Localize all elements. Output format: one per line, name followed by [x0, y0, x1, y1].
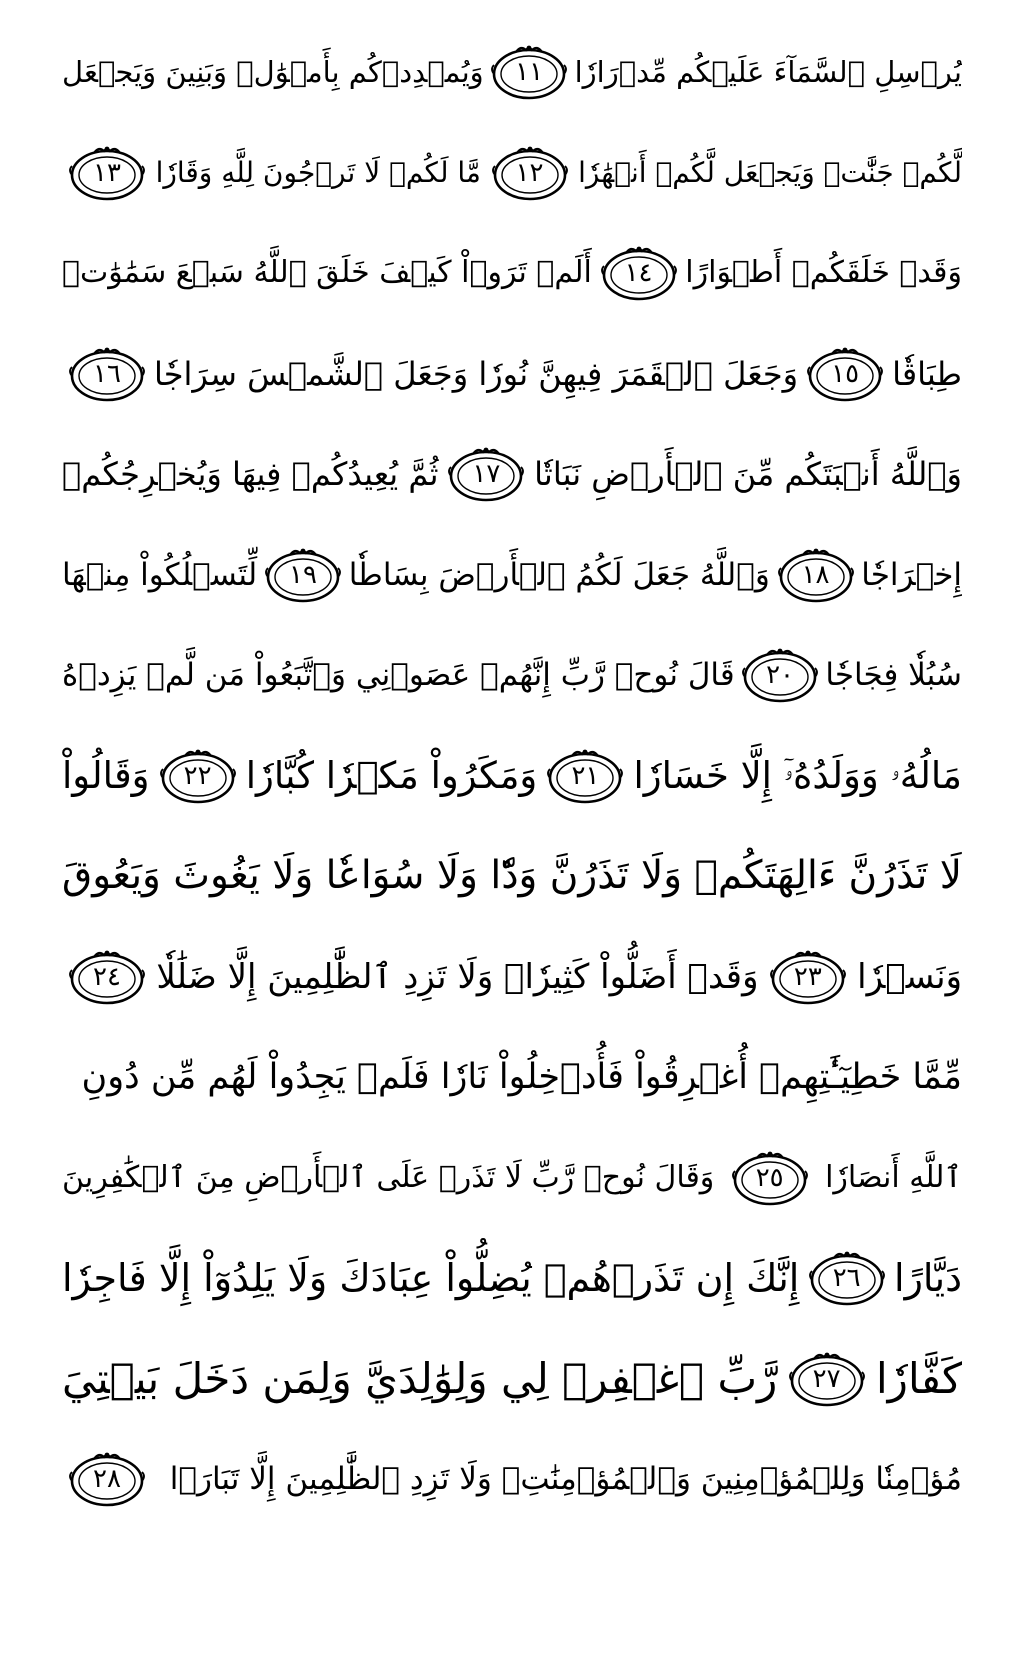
- verse-text: ٱللَّهِ أَنصَارٗا: [825, 1159, 962, 1195]
- verse-end-marker: [731, 1149, 809, 1207]
- verse-number: ٢٠: [766, 660, 795, 690]
- verse-text: وَقَالَ نُوحٞ رَّبِّ لَا تَذَرۡ عَلَى ٱلۡأَرۡضِ مِنَ ٱلۡكَٰفِرِينَ: [62, 1159, 715, 1195]
- verse-end-marker: [788, 1350, 866, 1408]
- verse-number: ١٦: [93, 358, 121, 389]
- verse-text: وَقَدۡ أَضَلُّواْ كَثِيرٗاۖ وَلَا تَزِدِ ٱلظَّٰلِمِينَ إِلَّا ضَلَٰلٗا: [156, 956, 759, 997]
- verse-number: ٢٢: [183, 760, 212, 791]
- verse-number: ٢٤: [93, 961, 121, 992]
- verse-number: ١٨: [801, 559, 830, 590]
- verse-end-marker: [600, 244, 678, 302]
- verse-text: لَّكُمۡ جَنَّٰتٖ وَيَجۡعَل لَّكُمۡ أَنۡهَٰرٗا: [578, 155, 962, 189]
- verse-number: ٢٧: [812, 1363, 841, 1394]
- verse-text: لَا تَذَرُنَّ ءَالِهَتَكُمۡ وَلَا تَذَرُنَّ وَدّٗا وَلَا سُوَاعٗا وَلَا يَغُوثَ وَيَعُوقَ: [62, 853, 962, 898]
- verse-line: [62, 1132, 962, 1224]
- verse-line: [62, 830, 962, 922]
- verse-line: [62, 529, 962, 621]
- verse-text: مَّا لَكُمۡ لَا تَرۡجُونَ لِلَّهِ وَقَارٗا: [155, 155, 481, 189]
- verse-number: ١٥: [831, 358, 860, 389]
- verse-line: [62, 1433, 962, 1525]
- verse-line: [62, 1232, 962, 1324]
- verse-line: [62, 127, 962, 219]
- verse-end-marker: [68, 345, 146, 403]
- verse-number: ٢٨: [93, 1464, 121, 1494]
- verse-end-marker: [159, 747, 237, 805]
- verse-text: مِّمَّا خَطِيٓـَٰٔتِهِمۡ أُغۡرِقُواْ فَأُدۡخِلُواْ نَارٗا فَلَمۡ يَجِدُواْ لَهُم مِّن دُونِ: [81, 1057, 962, 1097]
- verse-text: سُبُلٗا فِجَاجٗا: [825, 657, 962, 693]
- verse-line: [62, 1333, 962, 1425]
- verse-end-marker: [68, 948, 146, 1006]
- verse-number: ١٤: [624, 258, 653, 288]
- verse-text: دَيَّارًا: [894, 1256, 962, 1300]
- verse-text: وَجَعَلَ ٱلۡقَمَرَ فِيهِنَّ نُورٗا وَجَعَلَ ٱلشَّمۡسَ سِرَاجٗا: [154, 354, 799, 393]
- verse-number: ٢٦: [832, 1263, 861, 1293]
- verse-end-marker: [741, 646, 819, 704]
- verse-text: قَالَ نُوحٞ رَّبِّ إِنَّهُمۡ عَصَوۡنِي وَٱتَّبَعُواْ مَن لَّمۡ يَزِدۡهُ: [62, 657, 735, 693]
- verse-text: وَيُمۡدِدۡكُم بِأَمۡوَٰلٖ وَبَنِينَ وَيَجۡعَل: [62, 55, 484, 89]
- verse-line: [62, 328, 962, 420]
- verse-number: ٢١: [571, 760, 600, 791]
- verse-end-marker: [68, 1450, 146, 1508]
- verse-end-marker: [546, 747, 624, 805]
- verse-text: أَلَمۡ تَرَوۡاْ كَيۡفَ خَلَقَ ٱللَّهُ سَبۡعَ سَمَٰوَٰتٖ: [62, 255, 592, 290]
- verse-end-marker: [447, 445, 525, 503]
- verse-number: ٢٥: [755, 1162, 784, 1193]
- verse-number: ١٣: [93, 157, 121, 188]
- verse-end-marker: [68, 144, 146, 202]
- verse-line: [62, 227, 962, 319]
- verse-number: ١٩: [289, 559, 317, 590]
- verse-text: وَٱللَّهُ جَعَلَ لَكُمُ ٱلۡأَرۡضَ بِسَاطٗا: [348, 556, 770, 593]
- verse-line: [62, 26, 962, 118]
- verse-end-marker: [777, 546, 855, 604]
- verse-text: رَّبِّ ٱغۡفِرۡ لِي وَلِوَٰلِدَيَّ وَلِمَن دَخَلَ بَيۡتِيَ: [62, 1353, 778, 1403]
- verse-line: [62, 1031, 962, 1123]
- verse-text: طِبَاقٗا: [892, 354, 962, 393]
- verse-number: ١٢: [515, 157, 544, 188]
- verse-number: ١٧: [472, 459, 501, 489]
- verse-text: لِّتَسۡلُكُواْ مِنۡهَا: [62, 556, 258, 593]
- verse-end-marker: [806, 345, 884, 403]
- verse-text: كَفَّارٗا: [876, 1353, 962, 1403]
- verse-line: [62, 730, 962, 822]
- verse-text: إِخۡرَاجٗا: [861, 556, 962, 593]
- verse-line: [62, 629, 962, 721]
- verse-text: وَمَكَرُواْ مَكۡرٗا كُبَّارٗا: [245, 753, 538, 797]
- verse-text: وَنَسۡرٗا: [857, 956, 962, 997]
- verse-end-marker: [490, 43, 568, 101]
- verse-text: مُؤۡمِنٗا وَلِلۡمُؤۡمِنِينَ وَٱلۡمُؤۡمِنَٰتِۖ وَلَا تَزِدِ ٱلظَّٰلِمِينَ إِلَّا تَبَارَۢا: [169, 1461, 962, 1497]
- verse-text: مَالُهُۥ وَوَلَدُهُۥٓ إِلَّا خَسَارٗا: [633, 753, 962, 797]
- verse-number: ٢٣: [793, 961, 822, 992]
- verse-end-marker: [769, 948, 847, 1006]
- verse-end-marker: [491, 144, 569, 202]
- verse-end-marker: [264, 546, 342, 604]
- verse-text: وَقَالُواْ: [62, 753, 150, 797]
- verse-text: وَٱللَّهُ أَنۢبَتَكُم مِّنَ ٱلۡأَرۡضِ نَبَاتٗا: [534, 455, 962, 493]
- verse-text: وَقَدۡ خَلَقَكُمۡ أَطۡوَارًا: [685, 255, 962, 290]
- verse-line: [62, 428, 962, 520]
- verse-text: ثُمَّ يُعِيدُكُمۡ فِيهَا وَيُخۡرِجُكُمۡ: [62, 455, 439, 493]
- verse-text: يُرۡسِلِ ٱلسَّمَآءَ عَلَيۡكُم مِّدۡرَارٗا: [574, 55, 962, 89]
- verse-line: [62, 931, 962, 1023]
- verse-number: ١١: [515, 57, 544, 87]
- verse-text: إِنَّكَ إِن تَذَرۡهُمۡ يُضِلُّواْ عِبَادَكَ وَلَا يَلِدُوٓاْ إِلَّا فَاجِرٗا: [62, 1256, 800, 1300]
- verse-end-marker: [808, 1249, 886, 1307]
